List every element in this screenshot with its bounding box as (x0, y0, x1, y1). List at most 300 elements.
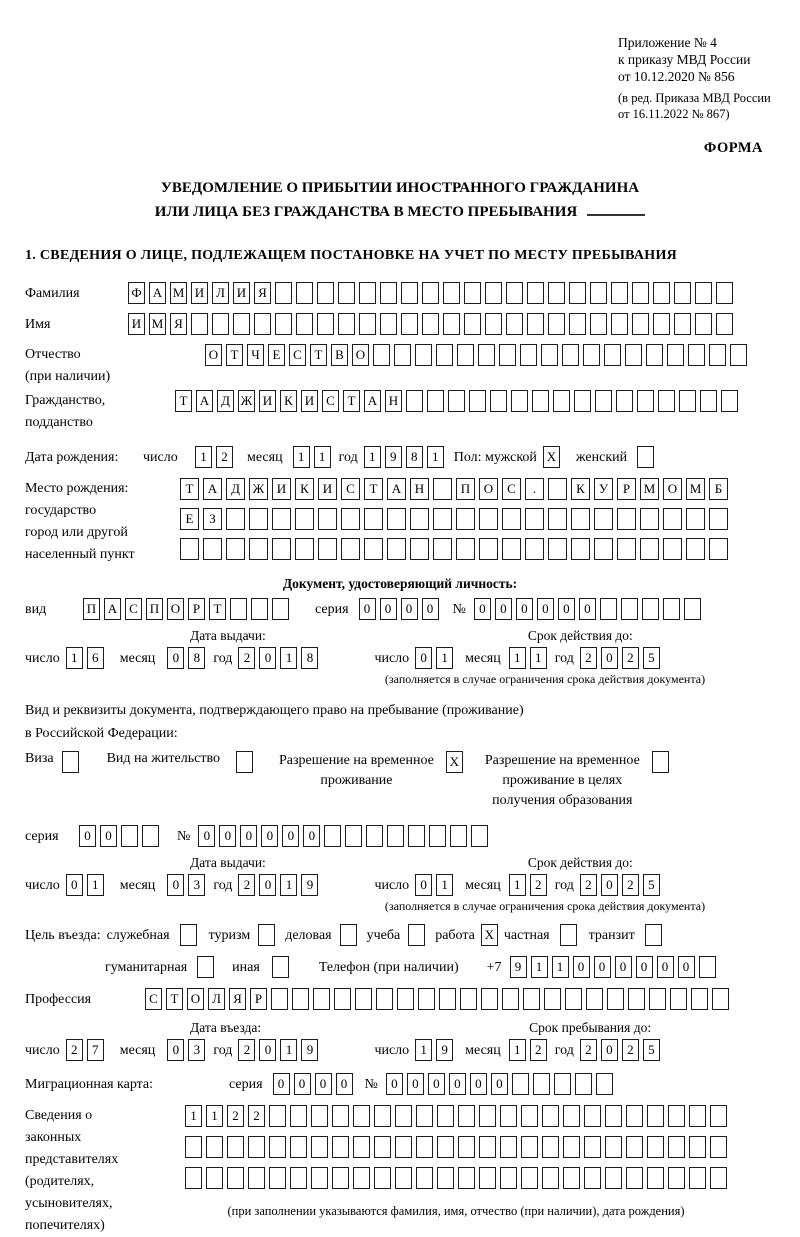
char-cell[interactable]: 0 (422, 598, 439, 620)
char-cell[interactable]: 8 (406, 446, 423, 468)
char-cell[interactable] (416, 1105, 433, 1127)
char-cell[interactable] (296, 282, 313, 304)
char-cell[interactable] (571, 538, 590, 560)
purpose-study-checkbox[interactable] (408, 924, 425, 946)
char-cell[interactable]: Н (410, 478, 429, 500)
char-cell[interactable] (689, 1136, 706, 1158)
char-cell[interactable] (230, 598, 247, 620)
char-cell[interactable]: 0 (657, 956, 674, 978)
char-cell[interactable]: 1 (87, 874, 104, 896)
char-cell[interactable] (395, 1167, 412, 1189)
char-cell[interactable] (616, 390, 633, 412)
char-cell[interactable]: 2 (216, 446, 233, 468)
char-cell[interactable]: Р (617, 478, 636, 500)
char-cell[interactable] (628, 988, 645, 1010)
char-cell[interactable] (730, 344, 747, 366)
char-cell[interactable] (437, 1105, 454, 1127)
char-cell[interactable] (290, 1167, 307, 1189)
char-cell[interactable] (226, 538, 245, 560)
char-cell[interactable] (674, 282, 691, 304)
char-cell[interactable]: 2 (227, 1105, 244, 1127)
char-cell[interactable]: 0 (336, 1073, 353, 1095)
char-cell[interactable]: 0 (415, 647, 432, 669)
char-cell[interactable] (646, 344, 663, 366)
char-cell[interactable] (374, 1105, 391, 1127)
char-cell[interactable] (415, 344, 432, 366)
char-cell[interactable] (338, 313, 355, 335)
char-cell[interactable] (311, 1136, 328, 1158)
char-cell[interactable] (251, 598, 268, 620)
char-cell[interactable]: Б (709, 478, 728, 500)
char-cell[interactable] (689, 1167, 706, 1189)
char-cell[interactable] (600, 598, 617, 620)
char-cell[interactable] (626, 1167, 643, 1189)
char-cell[interactable]: 1 (415, 1039, 432, 1061)
char-cell[interactable]: П (456, 478, 475, 500)
char-cell[interactable] (456, 538, 475, 560)
char-cell[interactable] (521, 1167, 538, 1189)
char-cell[interactable] (275, 313, 292, 335)
char-cell[interactable]: 9 (436, 1039, 453, 1061)
char-cell[interactable] (478, 344, 495, 366)
purpose-work-checkbox[interactable]: X (481, 924, 498, 946)
char-cell[interactable]: 3 (188, 1039, 205, 1061)
char-cell[interactable] (684, 598, 701, 620)
char-cell[interactable] (203, 538, 222, 560)
char-cell[interactable] (437, 1136, 454, 1158)
char-cell[interactable] (318, 508, 337, 530)
char-cell[interactable] (479, 508, 498, 530)
char-cell[interactable]: М (149, 313, 166, 335)
char-cell[interactable]: 0 (594, 956, 611, 978)
char-cell[interactable] (520, 344, 537, 366)
char-cell[interactable]: З (203, 508, 222, 530)
char-cell[interactable] (341, 538, 360, 560)
char-cell[interactable] (397, 988, 414, 1010)
char-cell[interactable]: 0 (219, 825, 236, 847)
char-cell[interactable]: 5 (643, 1039, 660, 1061)
char-cell[interactable] (679, 390, 696, 412)
char-cell[interactable] (511, 390, 528, 412)
char-cell[interactable] (355, 988, 372, 1010)
char-cell[interactable] (376, 988, 393, 1010)
char-cell[interactable] (380, 313, 397, 335)
char-cell[interactable]: Д (217, 390, 234, 412)
char-cell[interactable] (571, 508, 590, 530)
char-cell[interactable] (364, 508, 383, 530)
char-cell[interactable] (395, 1136, 412, 1158)
char-cell[interactable] (429, 825, 446, 847)
char-cell[interactable] (625, 344, 642, 366)
char-cell[interactable]: Н (385, 390, 402, 412)
char-cell[interactable] (584, 1136, 601, 1158)
char-cell[interactable] (617, 508, 636, 530)
char-cell[interactable] (594, 508, 613, 530)
char-cell[interactable] (395, 1105, 412, 1127)
char-cell[interactable]: О (663, 478, 682, 500)
char-cell[interactable] (269, 1167, 286, 1189)
char-cell[interactable]: О (167, 598, 184, 620)
char-cell[interactable] (353, 1167, 370, 1189)
char-cell[interactable]: Я (254, 282, 271, 304)
char-cell[interactable] (410, 508, 429, 530)
char-cell[interactable] (700, 390, 717, 412)
char-cell[interactable]: 0 (167, 874, 184, 896)
char-cell[interactable]: 0 (474, 598, 491, 620)
char-cell[interactable] (632, 282, 649, 304)
char-cell[interactable] (142, 825, 159, 847)
char-cell[interactable]: 7 (87, 1039, 104, 1061)
char-cell[interactable]: Я (170, 313, 187, 335)
char-cell[interactable] (387, 825, 404, 847)
char-cell[interactable] (686, 508, 705, 530)
char-cell[interactable]: Я (229, 988, 246, 1010)
char-cell[interactable]: И (301, 390, 318, 412)
char-cell[interactable]: 2 (580, 1039, 597, 1061)
char-cell[interactable]: 1 (280, 647, 297, 669)
char-cell[interactable] (272, 538, 291, 560)
char-cell[interactable]: 1 (531, 956, 548, 978)
char-cell[interactable] (663, 598, 680, 620)
char-cell[interactable] (611, 313, 628, 335)
char-cell[interactable]: И (272, 478, 291, 500)
char-cell[interactable]: С (125, 598, 142, 620)
char-cell[interactable]: 0 (303, 825, 320, 847)
char-cell[interactable] (191, 313, 208, 335)
char-cell[interactable]: 1 (293, 446, 310, 468)
char-cell[interactable] (458, 1105, 475, 1127)
char-cell[interactable] (500, 1167, 517, 1189)
char-cell[interactable] (653, 313, 670, 335)
char-cell[interactable] (502, 538, 521, 560)
char-cell[interactable]: 0 (415, 874, 432, 896)
char-cell[interactable]: 0 (100, 825, 117, 847)
char-cell[interactable] (332, 1136, 349, 1158)
char-cell[interactable]: 0 (495, 598, 512, 620)
char-cell[interactable] (233, 313, 250, 335)
char-cell[interactable] (590, 282, 607, 304)
char-cell[interactable]: С (502, 478, 521, 500)
char-cell[interactable]: 1 (509, 1039, 526, 1061)
char-cell[interactable] (695, 282, 712, 304)
char-cell[interactable]: 0 (678, 956, 695, 978)
char-cell[interactable]: 0 (259, 647, 276, 669)
char-cell[interactable] (317, 313, 334, 335)
purpose-other-checkbox[interactable] (272, 956, 289, 978)
char-cell[interactable]: 0 (636, 956, 653, 978)
char-cell[interactable] (295, 508, 314, 530)
char-cell[interactable] (408, 825, 425, 847)
char-cell[interactable]: 2 (530, 874, 547, 896)
char-cell[interactable]: 1 (427, 446, 444, 468)
char-cell[interactable] (586, 988, 603, 1010)
char-cell[interactable] (523, 988, 540, 1010)
char-cell[interactable] (185, 1136, 202, 1158)
char-cell[interactable]: О (187, 988, 204, 1010)
char-cell[interactable] (387, 538, 406, 560)
char-cell[interactable]: 2 (622, 647, 639, 669)
char-cell[interactable]: 5 (643, 647, 660, 669)
char-cell[interactable] (544, 988, 561, 1010)
char-cell[interactable]: 0 (167, 647, 184, 669)
char-cell[interactable] (332, 1167, 349, 1189)
char-cell[interactable]: Ч (247, 344, 264, 366)
char-cell[interactable] (353, 1136, 370, 1158)
char-cell[interactable] (688, 344, 705, 366)
char-cell[interactable]: 2 (622, 874, 639, 896)
char-cell[interactable]: 0 (470, 1073, 487, 1095)
char-cell[interactable] (569, 282, 586, 304)
char-cell[interactable] (416, 1136, 433, 1158)
char-cell[interactable] (313, 988, 330, 1010)
char-cell[interactable] (506, 313, 523, 335)
char-cell[interactable] (311, 1105, 328, 1127)
char-cell[interactable]: М (640, 478, 659, 500)
char-cell[interactable] (596, 1073, 613, 1095)
char-cell[interactable] (490, 390, 507, 412)
char-cell[interactable] (479, 538, 498, 560)
char-cell[interactable] (296, 313, 313, 335)
char-cell[interactable] (380, 282, 397, 304)
char-cell[interactable] (292, 988, 309, 1010)
char-cell[interactable] (479, 1136, 496, 1158)
char-cell[interactable] (433, 538, 452, 560)
char-cell[interactable]: 1 (436, 647, 453, 669)
char-cell[interactable] (632, 313, 649, 335)
char-cell[interactable] (500, 1136, 517, 1158)
char-cell[interactable]: 2 (580, 647, 597, 669)
char-cell[interactable] (709, 508, 728, 530)
char-cell[interactable] (710, 1167, 727, 1189)
char-cell[interactable] (621, 598, 638, 620)
char-cell[interactable]: 1 (509, 647, 526, 669)
char-cell[interactable] (525, 508, 544, 530)
char-cell[interactable] (436, 344, 453, 366)
char-cell[interactable] (667, 344, 684, 366)
char-cell[interactable] (422, 282, 439, 304)
char-cell[interactable] (401, 313, 418, 335)
char-cell[interactable] (583, 344, 600, 366)
sex-male-checkbox[interactable]: X (543, 446, 560, 468)
char-cell[interactable] (359, 282, 376, 304)
char-cell[interactable]: 3 (188, 874, 205, 896)
char-cell[interactable] (640, 538, 659, 560)
char-cell[interactable] (485, 313, 502, 335)
char-cell[interactable]: М (170, 282, 187, 304)
char-cell[interactable]: 9 (301, 1039, 318, 1061)
char-cell[interactable] (464, 313, 481, 335)
char-cell[interactable]: 0 (449, 1073, 466, 1095)
char-cell[interactable]: 0 (79, 825, 96, 847)
char-cell[interactable] (532, 390, 549, 412)
char-cell[interactable]: Т (310, 344, 327, 366)
char-cell[interactable] (607, 988, 624, 1010)
char-cell[interactable] (668, 1136, 685, 1158)
char-cell[interactable] (604, 344, 621, 366)
char-cell[interactable] (479, 1167, 496, 1189)
char-cell[interactable] (290, 1105, 307, 1127)
char-cell[interactable] (709, 538, 728, 560)
char-cell[interactable] (590, 313, 607, 335)
char-cell[interactable] (721, 390, 738, 412)
char-cell[interactable]: 0 (428, 1073, 445, 1095)
char-cell[interactable] (502, 508, 521, 530)
char-cell[interactable] (374, 1136, 391, 1158)
char-cell[interactable]: 1 (436, 874, 453, 896)
char-cell[interactable]: В (331, 344, 348, 366)
char-cell[interactable]: А (104, 598, 121, 620)
char-cell[interactable] (311, 1167, 328, 1189)
char-cell[interactable]: 8 (188, 647, 205, 669)
char-cell[interactable] (709, 344, 726, 366)
char-cell[interactable]: 0 (601, 647, 618, 669)
char-cell[interactable]: 1 (185, 1105, 202, 1127)
char-cell[interactable] (249, 538, 268, 560)
char-cell[interactable] (366, 825, 383, 847)
char-cell[interactable]: 2 (580, 874, 597, 896)
char-cell[interactable]: 0 (601, 874, 618, 896)
char-cell[interactable] (318, 538, 337, 560)
char-cell[interactable] (185, 1167, 202, 1189)
char-cell[interactable]: 2 (66, 1039, 83, 1061)
char-cell[interactable]: О (352, 344, 369, 366)
char-cell[interactable] (553, 390, 570, 412)
char-cell[interactable] (506, 282, 523, 304)
char-cell[interactable]: О (479, 478, 498, 500)
char-cell[interactable] (206, 1136, 223, 1158)
char-cell[interactable]: Т (343, 390, 360, 412)
char-cell[interactable] (269, 1136, 286, 1158)
char-cell[interactable] (689, 1105, 706, 1127)
char-cell[interactable] (479, 1105, 496, 1127)
char-cell[interactable] (658, 390, 675, 412)
char-cell[interactable] (460, 988, 477, 1010)
char-cell[interactable] (502, 988, 519, 1010)
char-cell[interactable] (353, 1105, 370, 1127)
char-cell[interactable] (290, 1136, 307, 1158)
char-cell[interactable] (584, 1167, 601, 1189)
char-cell[interactable] (542, 1105, 559, 1127)
char-cell[interactable] (548, 538, 567, 560)
char-cell[interactable]: 9 (301, 874, 318, 896)
char-cell[interactable]: Д (226, 478, 245, 500)
char-cell[interactable]: Т (209, 598, 226, 620)
char-cell[interactable]: У (594, 478, 613, 500)
char-cell[interactable] (249, 508, 268, 530)
char-cell[interactable] (626, 1105, 643, 1127)
char-cell[interactable] (640, 508, 659, 530)
char-cell[interactable]: Т (166, 988, 183, 1010)
char-cell[interactable] (710, 1136, 727, 1158)
char-cell[interactable] (686, 538, 705, 560)
char-cell[interactable] (427, 390, 444, 412)
purpose-tourism-checkbox[interactable] (258, 924, 275, 946)
char-cell[interactable] (121, 825, 138, 847)
char-cell[interactable] (422, 313, 439, 335)
char-cell[interactable]: 9 (385, 446, 402, 468)
sex-female-checkbox[interactable] (637, 446, 654, 468)
char-cell[interactable] (674, 313, 691, 335)
char-cell[interactable] (574, 390, 591, 412)
char-cell[interactable] (626, 1136, 643, 1158)
char-cell[interactable]: 1 (206, 1105, 223, 1127)
char-cell[interactable]: 2 (530, 1039, 547, 1061)
char-cell[interactable] (521, 1105, 538, 1127)
char-cell[interactable] (663, 538, 682, 560)
char-cell[interactable]: 0 (261, 825, 278, 847)
char-cell[interactable]: 1 (195, 446, 212, 468)
char-cell[interactable]: 2 (238, 874, 255, 896)
char-cell[interactable] (605, 1136, 622, 1158)
char-cell[interactable]: 0 (273, 1073, 290, 1095)
char-cell[interactable] (227, 1167, 244, 1189)
char-cell[interactable] (481, 988, 498, 1010)
char-cell[interactable]: С (145, 988, 162, 1010)
char-cell[interactable]: А (203, 478, 222, 500)
char-cell[interactable] (433, 478, 452, 500)
char-cell[interactable] (663, 508, 682, 530)
char-cell[interactable] (670, 988, 687, 1010)
char-cell[interactable] (272, 508, 291, 530)
char-cell[interactable]: С (322, 390, 339, 412)
char-cell[interactable] (443, 282, 460, 304)
char-cell[interactable]: Р (250, 988, 267, 1010)
char-cell[interactable] (332, 1105, 349, 1127)
char-cell[interactable]: 0 (573, 956, 590, 978)
char-cell[interactable] (275, 282, 292, 304)
char-cell[interactable]: 1 (66, 647, 83, 669)
char-cell[interactable]: 0 (537, 598, 554, 620)
char-cell[interactable] (642, 598, 659, 620)
char-cell[interactable] (271, 988, 288, 1010)
char-cell[interactable]: И (259, 390, 276, 412)
char-cell[interactable] (668, 1167, 685, 1189)
char-cell[interactable]: П (146, 598, 163, 620)
char-cell[interactable] (617, 538, 636, 560)
char-cell[interactable] (248, 1136, 265, 1158)
char-cell[interactable] (647, 1167, 664, 1189)
char-cell[interactable]: И (191, 282, 208, 304)
char-cell[interactable]: 1 (280, 1039, 297, 1061)
char-cell[interactable]: 0 (407, 1073, 424, 1095)
char-cell[interactable] (595, 390, 612, 412)
char-cell[interactable]: 8 (301, 647, 318, 669)
purpose-transit-checkbox[interactable] (645, 924, 662, 946)
char-cell[interactable] (562, 344, 579, 366)
char-cell[interactable] (521, 1136, 538, 1158)
char-cell[interactable]: Е (268, 344, 285, 366)
char-cell[interactable]: 0 (167, 1039, 184, 1061)
char-cell[interactable] (418, 988, 435, 1010)
char-cell[interactable] (374, 1167, 391, 1189)
char-cell[interactable] (637, 390, 654, 412)
char-cell[interactable] (458, 1136, 475, 1158)
char-cell[interactable] (364, 538, 383, 560)
purpose-official-checkbox[interactable] (180, 924, 197, 946)
char-cell[interactable] (226, 508, 245, 530)
char-cell[interactable]: 5 (643, 874, 660, 896)
char-cell[interactable]: К (295, 478, 314, 500)
char-cell[interactable] (716, 282, 733, 304)
char-cell[interactable] (605, 1167, 622, 1189)
char-cell[interactable]: К (571, 478, 590, 500)
char-cell[interactable] (548, 508, 567, 530)
char-cell[interactable] (334, 988, 351, 1010)
char-cell[interactable]: 2 (238, 647, 255, 669)
char-cell[interactable]: А (196, 390, 213, 412)
char-cell[interactable]: 0 (240, 825, 257, 847)
char-cell[interactable] (212, 313, 229, 335)
